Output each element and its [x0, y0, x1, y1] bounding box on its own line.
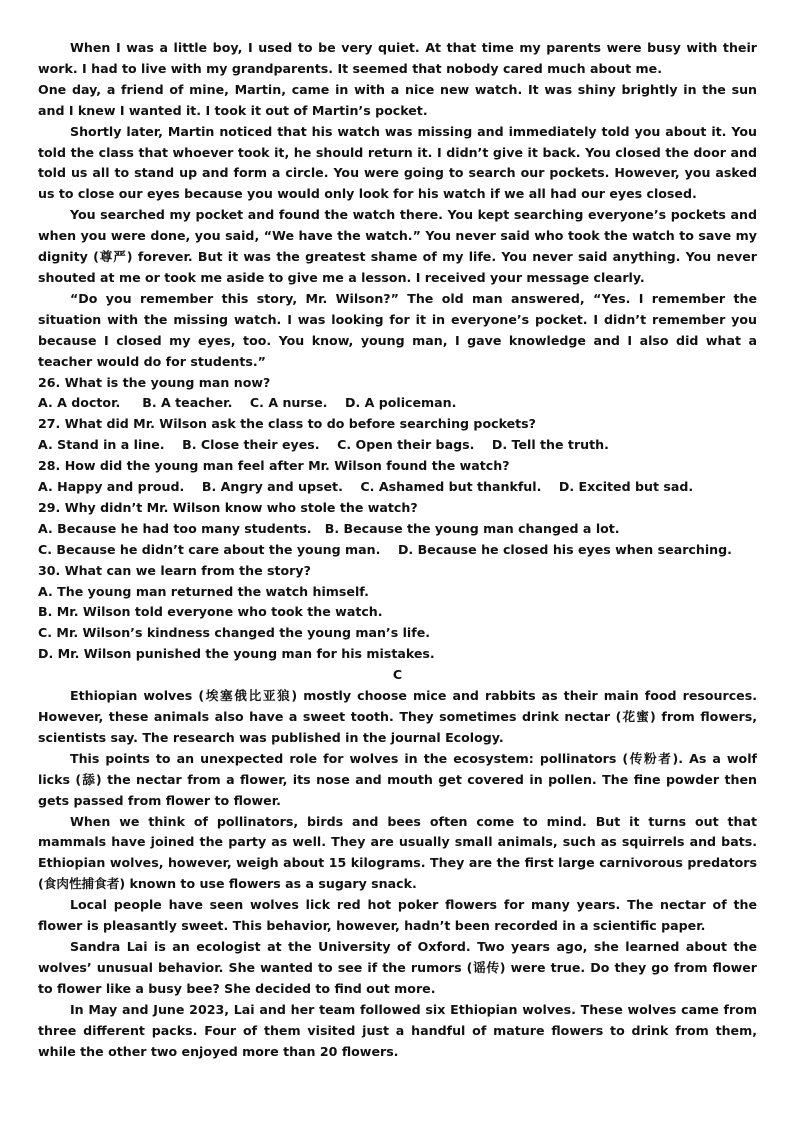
- option-a: A. Happy and proud.: [38, 479, 185, 495]
- passage-paragraph: In May and June 2023, Lai and her team followed six Ethiopian wolves. These wolves came from three different packs. Four of them visited just a handful of mature flowers to drink from them, while the other two enjoyed more than 20 flowers.: [38, 1001, 757, 1059]
- question-27-stem: 27. What did Mr. Wilson ask the class to do before searching pockets?: [38, 416, 536, 432]
- question-29-options-ab: [38, 519, 757, 540]
- passage-paragraph: “Do you remember this story, Mr. Wilson?” The old man answered, “Yes. I remember the situation with the missing watch. I was looking for it in everyone’s pocket. I didn’t remember you because I closed my eyes, too. You know, young man, I gave knowledge and I also did what a teacher would do for students.”: [38, 290, 757, 369]
- question-29-stem: 29. Why didn’t Mr. Wilson know who stole the watch?: [38, 499, 418, 515]
- question-27-options: [38, 435, 757, 456]
- option-c: C. A nurse.: [249, 395, 328, 411]
- passage-paragraph: When I was a little boy, I used to be very quiet. At that time my parents were busy with their work. I had to live with my grandparents. It seemed that nobody cared much about me.: [38, 40, 757, 76]
- question-26-stem: 26. What is the young man now?: [38, 374, 271, 390]
- option-d: D. A policeman.: [344, 395, 457, 411]
- passage-paragraph: Ethiopian wolves (埃塞俄比亚狼) mostly choose mice and rabbits as their main food resources. However, these animals also have a sweet tooth. They sometimes drink nectar (花蜜) from flowers, scientists say. The research was published in the journal Ecology.: [38, 688, 757, 745]
- option-b: B. Mr. Wilson told everyone who took the watch.: [38, 604, 383, 620]
- option-c: C. Mr. Wilson’s kindness changed the young man’s life.: [38, 625, 431, 641]
- option-d: D. Excited but sad.: [558, 479, 694, 495]
- option-d: D. Tell the truth.: [491, 437, 609, 453]
- option-a: A. The young man returned the watch himself.: [38, 583, 369, 599]
- passage-paragraph: You searched my pocket and found the watch there. You kept searching everyone’s pockets and when you were done, you said, “We have the watch.” You never said who took the watch to save my dignity (尊严) forever. But it was the greatest shame of my life. You never said anything. You never shouted at me or took me aside to give me a lesson. I received your message clearly.: [38, 207, 757, 285]
- passage-paragraph: One day, a friend of mine, Martin, came in with a nice new watch. It was shiny brightly in the sun and I knew I wanted it. I took it out of Martin’s pocket.: [38, 81, 757, 118]
- option-b: B. Angry and upset.: [201, 479, 343, 495]
- section-heading: C: [392, 667, 403, 683]
- option-c: C. Open their bags.: [337, 437, 475, 453]
- passage-paragraph: Shortly later, Martin noticed that his watch was missing and immediately told you about it. You told the class that whoever took it, he should return it. I didn’t give it back. You closed the door and told us all to stand up and form a circle. You were going to search our pockets. However, you asked us to close our eyes because you would only look for his watch if we all had our eyes closed.: [38, 123, 757, 202]
- option-a: A. Stand in a line.: [38, 437, 165, 453]
- option-c: C. Because he didn’t care about the young man.: [38, 541, 381, 557]
- option-b: B. A teacher.: [142, 395, 233, 411]
- question-26-options: [38, 393, 757, 414]
- option-a: A. Because he had too many students.: [38, 520, 312, 536]
- option-d: D. Because he closed his eyes when searching.: [397, 541, 732, 557]
- option-c: C. Ashamed but thankful.: [360, 479, 542, 495]
- question-28-options: [38, 477, 757, 498]
- option-b: B. Because the young man changed a lot.: [324, 520, 620, 536]
- passage-paragraph: Local people have seen wolves lick red hot poker flowers for many years. The nectar of the flower is pleasantly sweet. This behavior, however, hadn’t been recorded in a scientific paper.: [38, 897, 757, 934]
- passage-paragraph: When we think of pollinators, birds and bees often come to mind. But it turns out that mammals have joined the party as well. They are usually small animals, such as squirrels and bats. Ethiopian wolves, however, weigh about 15 kilograms. They are the first large carnivorous predators (食肉性捕食者) known to use flowers as a sugary snack.: [38, 813, 757, 892]
- passage-paragraph: Sandra Lai is an ecologist at the University of Oxford. Two years ago, she learned about the wolves’ unusual behavior. She wanted to see if the rumors (谣传) were true. Do they go from flower to flower like a busy bee? She decided to find out more.: [38, 938, 757, 996]
- option-a: A. A doctor.: [38, 395, 121, 411]
- passage-paragraph: This points to an unexpected role for wolves in the ecosystem: pollinators (传粉者). As a wolf licks (舔) the nectar from a flower, its nose and mouth get covered in pollen. The fine powder then gets passed from flower to flower.: [38, 750, 757, 808]
- question-28-stem: 28. How did the young man feel after Mr. Wilson found the watch?: [38, 458, 510, 474]
- option-b: B. Close their eyes.: [182, 437, 320, 453]
- question-30-stem: 30. What can we learn from the story?: [38, 562, 311, 578]
- option-d: D. Mr. Wilson punished the young man for his mistakes.: [38, 646, 435, 662]
- question-29-options-cd: [38, 540, 757, 561]
